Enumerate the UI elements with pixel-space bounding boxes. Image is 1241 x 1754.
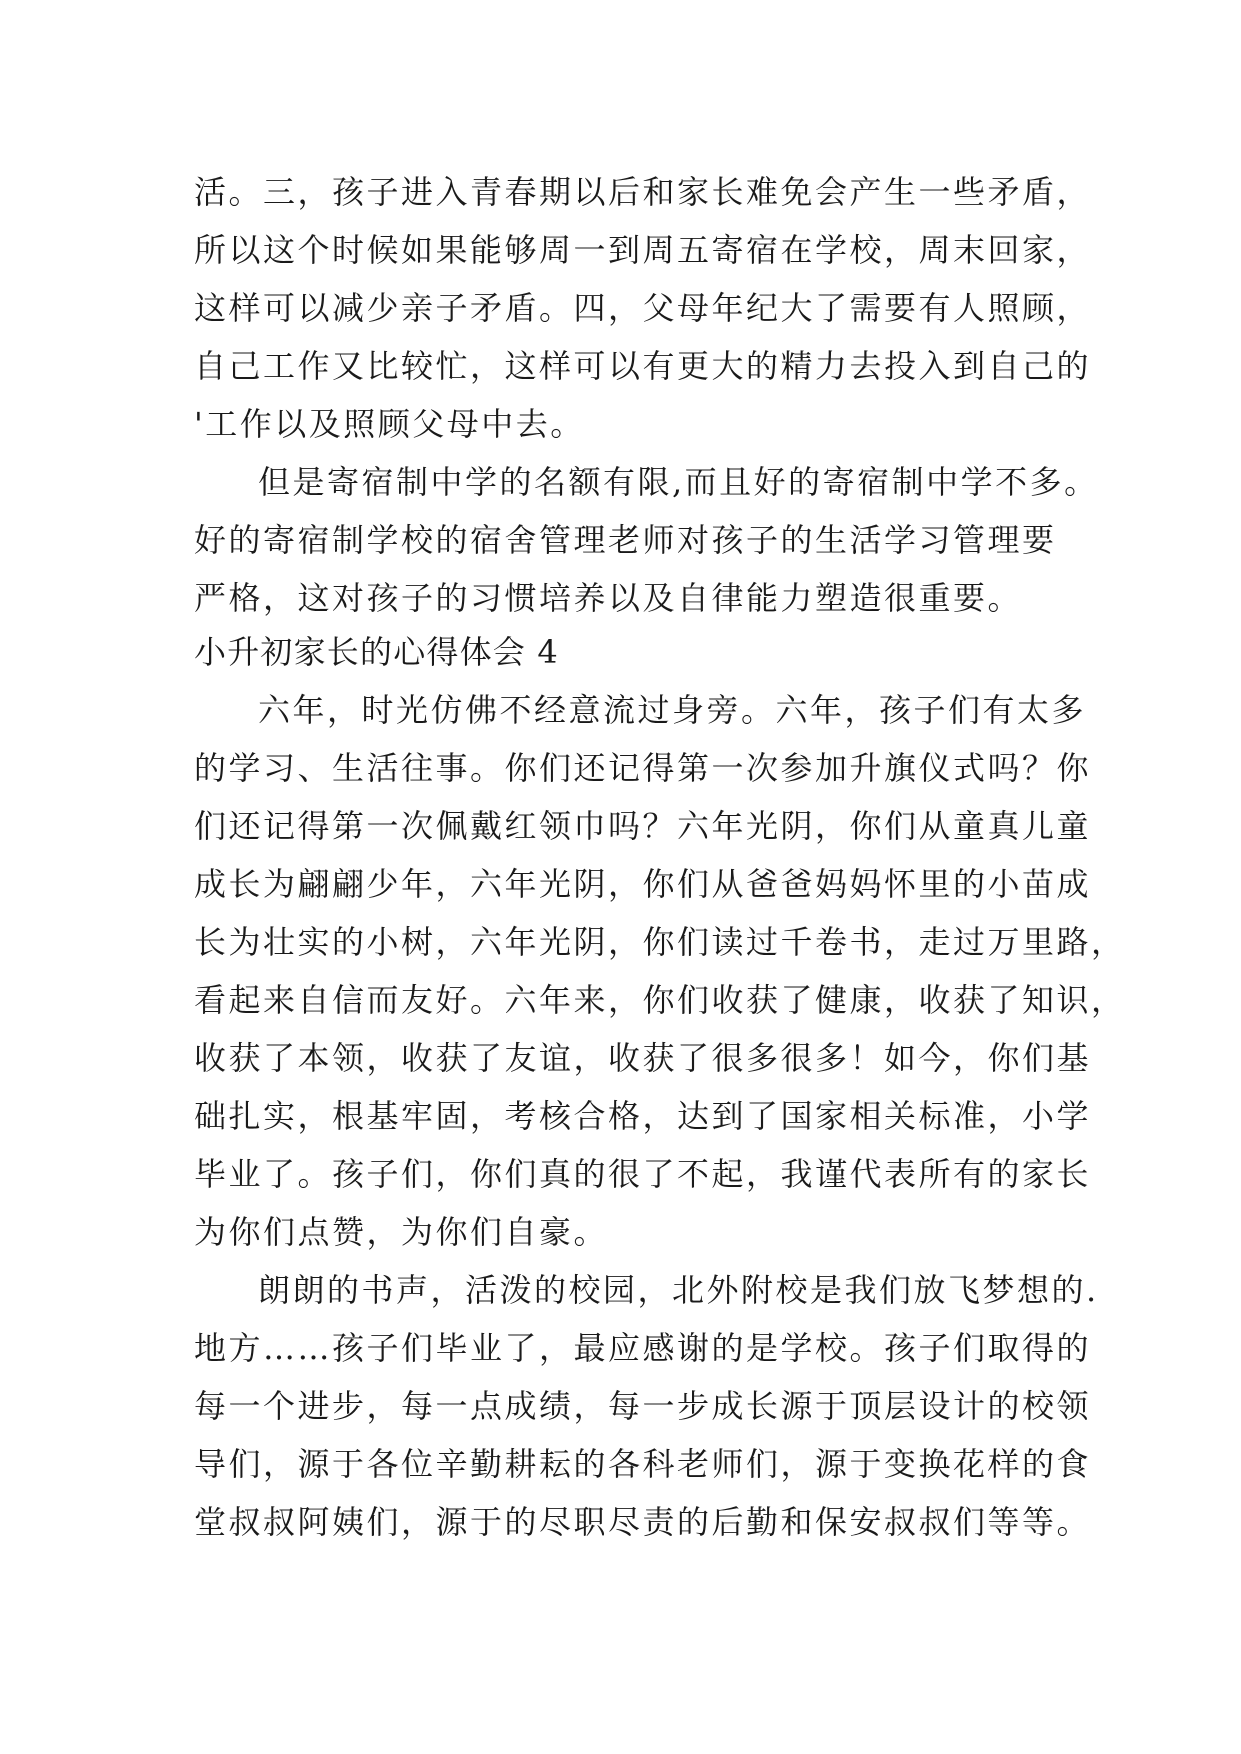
paragraph-line: 们还记得第一次佩戴红领巾吗？六年光阴，你们从童真儿童: [194, 807, 1092, 845]
paragraph-line: 自己工作又比较忙，这样可以有更大的精力去投入到自己的: [194, 347, 1092, 385]
paragraph-line: 毕业了。孩子们，你们真的很了不起，我谨代表所有的家长: [194, 1155, 1092, 1193]
paragraph-line: 朗朗的书声，活泼的校园，北外附校是我们放飞梦想的.: [258, 1271, 1099, 1309]
paragraph-line: 成长为翩翩少年，六年光阴，你们从爸爸妈妈怀里的小苗成: [194, 865, 1092, 903]
paragraph-line: '工作以及照顾父母中去。: [194, 405, 585, 443]
paragraph-line: 活。三，孩子进入青春期以后和家长难免会产生一些矛盾，: [194, 173, 1092, 211]
paragraph-line: 地方……孩子们毕业了，最应感谢的是学校。孩子们取得的: [194, 1329, 1092, 1367]
paragraph-line: 收获了本领，收获了友谊，收获了很多很多！如今，你们基: [194, 1039, 1092, 1077]
paragraph-line: 为你们点赞，为你们自豪。: [194, 1213, 609, 1251]
paragraph-line: 六年，时光仿佛不经意流过身旁。六年，孩子们有太多: [258, 691, 1087, 729]
paragraph-line: 所以这个时候如果能够周一到周五寄宿在学校，周末回家，: [194, 231, 1092, 269]
paragraph-line: 础扎实，根基牢固，考核合格，达到了国家相关标准，小学: [194, 1097, 1092, 1135]
paragraph-line: 看起来自信而友好。六年来，你们收获了健康，收获了知识，: [194, 981, 1126, 1019]
section-heading: 小升初家长的心得体会 4: [194, 633, 559, 671]
paragraph-line: 好的寄宿制学校的宿舍管理老师对孩子的生活学习管理要: [194, 521, 1057, 559]
paragraph-line: 长为壮实的小树，六年光阴，你们读过千卷书，走过万里路，: [194, 923, 1126, 961]
paragraph-line: 的学习、生活往事。你们还记得第一次参加升旗仪式吗？你: [194, 749, 1092, 787]
paragraph-line: 导们，源于各位辛勤耕耘的各科老师们，源于变换花样的食: [194, 1445, 1092, 1483]
paragraph-line: 堂叔叔阿姨们，源于的尽职尽责的后勤和保安叔叔们等等。: [194, 1503, 1092, 1541]
paragraph-line: 但是寄宿制中学的名额有限,而且好的寄宿制中学不多。: [258, 463, 1099, 501]
paragraph-line: 严格，这对孩子的习惯培养以及自律能力塑造很重要。: [194, 579, 1023, 617]
paragraph-line: 这样可以减少亲子矛盾。四，父母年纪大了需要有人照顾，: [194, 289, 1092, 327]
paragraph-line: 每一个进步，每一点成绩，每一步成长源于顶层设计的校领: [194, 1387, 1092, 1425]
